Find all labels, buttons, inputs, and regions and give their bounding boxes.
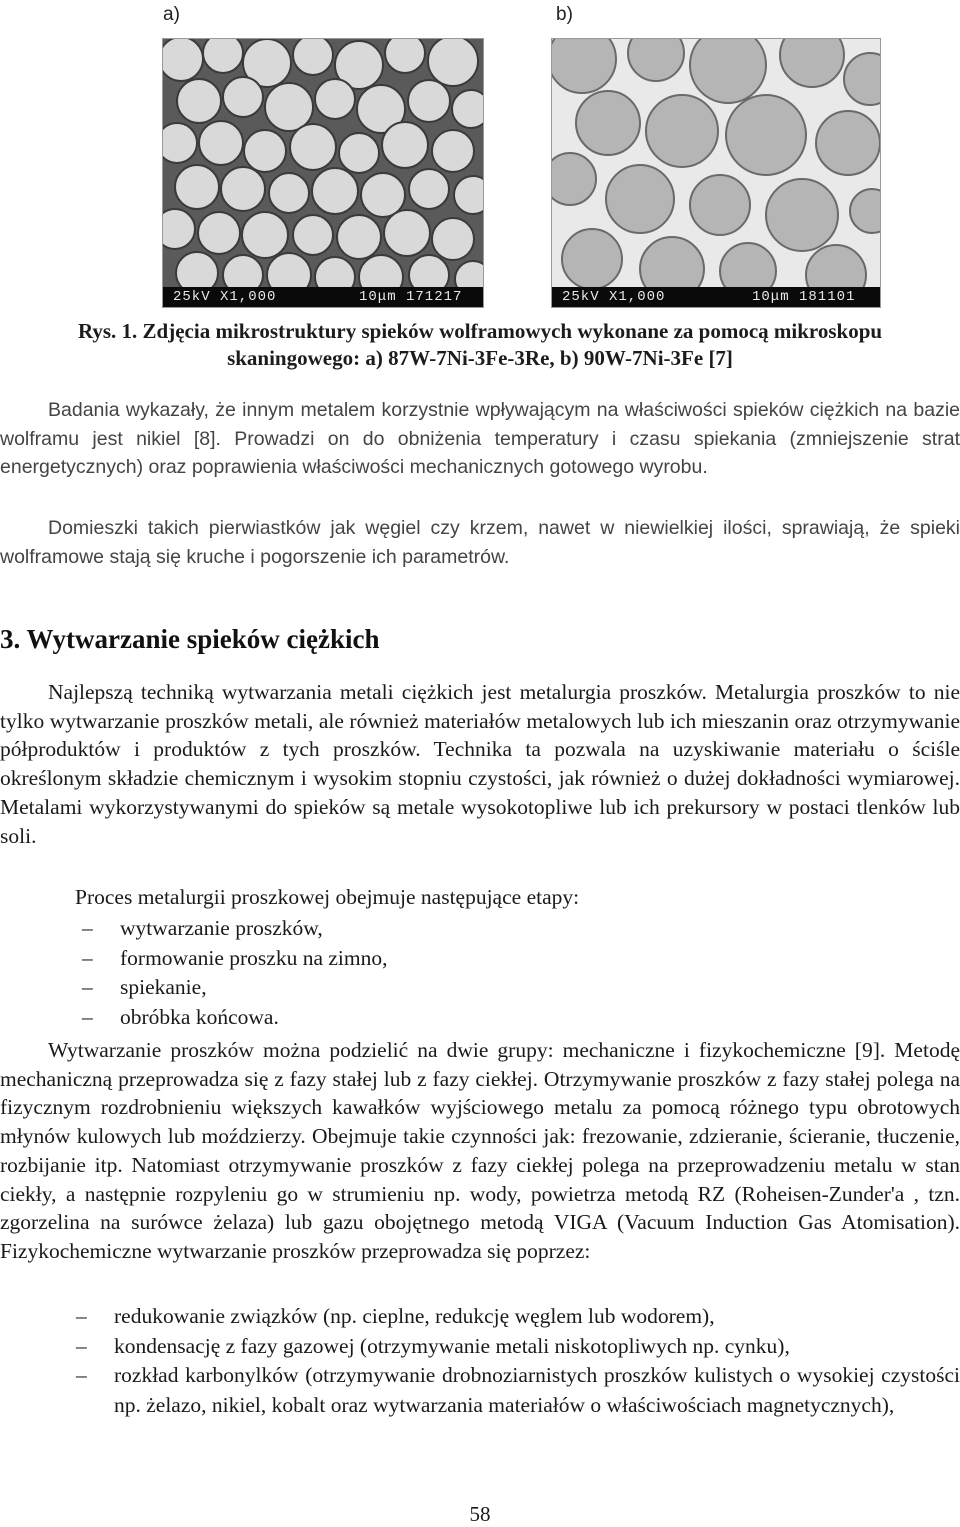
list-item: – formowanie proszku na zimno, bbox=[120, 944, 960, 974]
methods-paragraph: Wytwarzanie proszków można podzielić na dwie grupy: mechaniczne i fizykochemiczne [9]. Metodę mechaniczną przeprowadza się z fazy stałej lub z fazy ciekłej. Otrzymywanie proszków z fazy stałej polega na fizycznym rozdrobnieniu większych kawałków wyjściowego metalu za pomocą różnego typu obrotowych młynów kulowych lub moździerzy. Obejmuje takie czynności jak: frezowanie, zdzieranie, ścieranie, tłuczenie, rozbijanie itp. Natomiast otrzymywanie proszków z fazy ciekłej polega na przeprowadzeniu metalu w stan ciekły, a następnie rozpyleniu go w strumieniu np. wody, powietrza metodą RZ (Roheisen-Zunder'a , tzn. zgorzelina na surówce żelaza) lub gazu obojętnego metodą VIGA (Vacuum Induction Gas Atomisation). Fizykochemiczne wytwarzanie proszków przeprowadza się poprzez: bbox=[0, 1038, 960, 1263]
scalebar-b-voltage: 25kV X1,000 bbox=[562, 289, 666, 305]
micrograph-a-image bbox=[163, 39, 483, 287]
process-intro: Proces metalurgii proszkowej obejmuje następujące etapy: bbox=[75, 885, 580, 909]
scalebar-a bbox=[163, 287, 483, 307]
dash-icon: – bbox=[82, 1004, 93, 1029]
caption-rys: Rys. 1. bbox=[77, 319, 138, 343]
dash-icon: – bbox=[82, 916, 93, 940]
micrograph-b-image bbox=[552, 39, 880, 287]
caption-line-1: Zdjęcia mikrostruktury spieków wolframowych wykonane za pomocą mikroskopu bbox=[142, 319, 883, 343]
dash-icon: – bbox=[76, 1304, 87, 1328]
micrograph-b bbox=[551, 38, 881, 308]
list-item: – obróbka końcowa. bbox=[120, 1003, 960, 1033]
list-item: – kondensację z fazy gazowej (otrzymywanie metali niskotopliwych np. cynku), bbox=[114, 1332, 960, 1362]
list-item: – wytwarzanie proszków, bbox=[120, 914, 960, 944]
panel-a-label: a) bbox=[163, 4, 180, 25]
scalebar-a-scale: 10μm 171217 bbox=[359, 289, 463, 305]
scalebar-a-voltage: 25kV X1,000 bbox=[173, 289, 277, 305]
figure-caption bbox=[0, 318, 960, 345]
page-number: 58 bbox=[469, 1502, 491, 1526]
list-item: – rozkład karbonylków (otrzymywanie drobnoziarnistych proszków kulistych o wysokiej czystości np. żelazo, nikiel, kobalt oraz wytwarzania materiałów o właściwościach magnetycznych), bbox=[76, 1363, 960, 1417]
dash-icon: – bbox=[82, 975, 93, 999]
scalebar-b bbox=[552, 287, 880, 307]
section-heading: 3. Wytwarzanie spieków ciężkich bbox=[0, 624, 380, 654]
caption-line-2: skaningowego: a) 87W-7Ni-3Fe-3Re, b) 90W-7Ni-3Fe [7] bbox=[227, 346, 733, 370]
dash-icon: – bbox=[76, 1363, 87, 1387]
dash-icon: – bbox=[82, 945, 93, 970]
list-item: – redukowanie związków (np. cieplne, redukcję węglem lub wodorem), bbox=[114, 1302, 960, 1332]
impurities-paragraph: Domieszki takich pierwiastków jak węgiel czy krzem, nawet w niewielkiej ilości, sprawiają, że spieki wolframowe stają się kruche i pogorszenie ich parametrów. bbox=[0, 517, 960, 568]
metallurgy-paragraph: Najlepszą techniką wytwarzania metali ciężkich jest metalurgia proszków. Metalurgia proszków to nie tylko wytwarzanie proszków metali, ale również materiałów metalowych lub ich mieszanin oraz otrzymywanie półproduktów i produktów z tych proszków. Technika ta pozwala na uzyskiwanie materiału o ściśle określonym składzie chemicznym i wysokim stopniu czystości, jak również o dużej dokładności wymiarowej. Metalami wykorzystywanymi do spieków są metale wysokotopliwe lub ich prekursory w postaci tlenków lub soli. bbox=[0, 680, 960, 848]
micrograph-a bbox=[162, 38, 484, 308]
physchem-steps-list bbox=[76, 1302, 960, 1420]
dash-icon: – bbox=[76, 1333, 87, 1358]
figure-caption-2 bbox=[0, 345, 960, 372]
scalebar-b-scale: 10μm 181101 bbox=[752, 289, 856, 305]
list-item: – spiekanie, bbox=[120, 973, 960, 1003]
intro-paragraph: Badania wykazały, że innym metalem korzystnie wpływającym na właściwości spieków ciężkich na bazie wolframu jest nikiel [8]. Prowadzi on do obniżenia temperatury i czasu spiekania (zmniejszenie strat energetycznych) oraz poprawienia właściwości mechanicznych gotowego wyrobu. bbox=[0, 399, 960, 478]
process-steps-list bbox=[82, 914, 960, 1032]
panel-b-label: b) bbox=[556, 4, 573, 25]
